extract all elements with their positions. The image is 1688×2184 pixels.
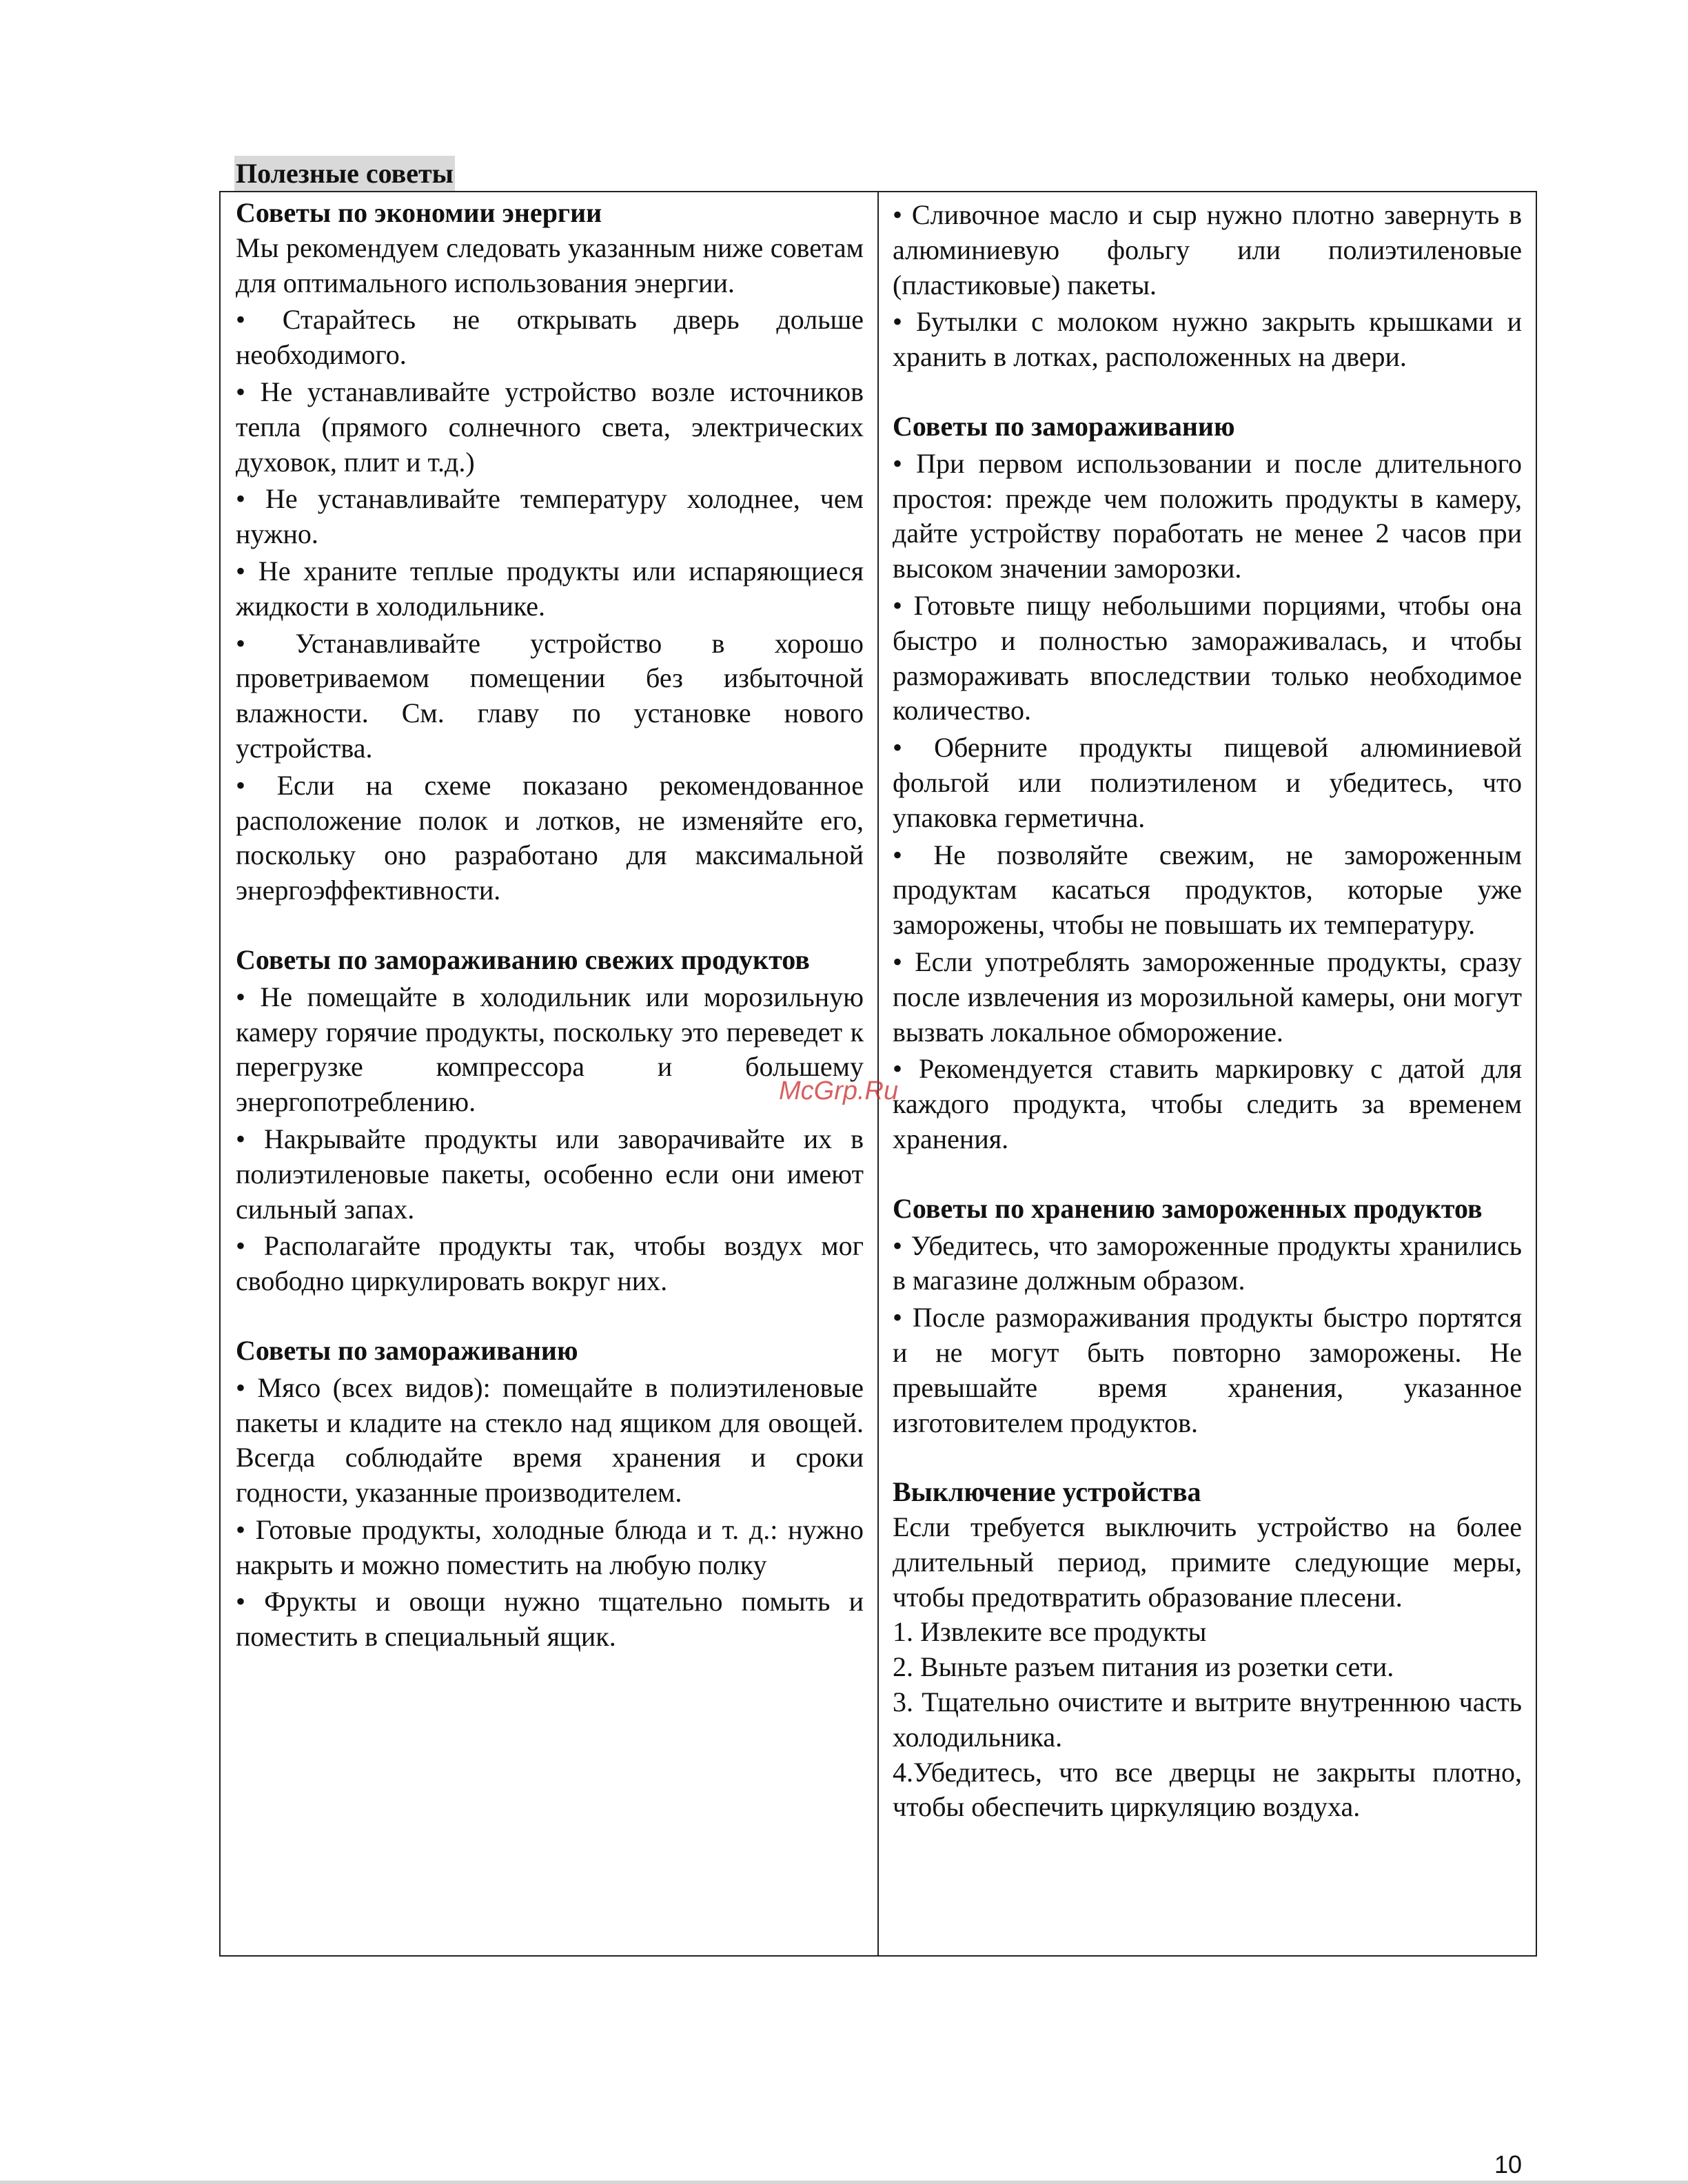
bullet-item: • Оберните продукты пищевой алюминиевой фольгой или полиэтиленом и убедитесь, что упаковка герметична. [893, 732, 1522, 833]
bullet-item: • Готовьте пищу небольшими порциями, чтобы она быстро и полностью замораживалась, и чтобы размораживать впоследствии только необходимое количество. [893, 589, 1522, 726]
page-number: 10 [1494, 2150, 1523, 2178]
bullet-item: • При первом использовании и после длительного простоя: прежде чем положить продукты в камеру, дайте устройству поработать не менее 2 часов при высоком значении заморозки. [893, 447, 1522, 584]
paragraph: Мы рекомендуем следовать указанным ниже советам для оптимального использования энергии. [236, 232, 864, 298]
bullet-item: • Устанавливайте устройство в хорошо проветриваемом помещении без избыточной влажности. См. главу по установке нового устройства. [236, 627, 864, 764]
bullet-item: • После размораживания продукты быстро портятся и не могут быть повторно заморожены. Не превышайте время хранения, указанное изготовителем продуктов. [893, 1302, 1522, 1438]
section-heading: Выключение устройства [893, 1476, 1201, 1508]
paragraph: 2. Выньте разъем питания из розетки сети. [893, 1651, 1394, 1683]
bullet-item: • Если на схеме показано рекомендованное расположение полок и лотков, не изменяйте его, поскольку оно разработано для максимальной энергоэффективности. [236, 769, 864, 906]
bullet-item: • Мясо (всех видов): помещайте в полиэтиленовые пакеты и кладите на стекло над ящиком для овощей. Всегда соблюдайте время хранения и сроки годности, указанные производителем. [236, 1371, 864, 1509]
bullet-item: • Не храните теплые продукты или испаряющиеся жидкости в холодильнике. [236, 555, 864, 622]
bullet-item: • Сливочное масло и сыр нужно плотно завернуть в алюминиевую фольгу или полиэтиленовые (пластиковые) пакеты. [893, 199, 1522, 300]
watermark-text: McGrp.Ru [779, 1076, 899, 1105]
bullet-item: • Не позволяйте свежим, не замороженным продуктам касаться продуктов, которые уже заморожены, чтобы не повышать их температуру. [893, 839, 1522, 941]
section-heading: Советы по замораживанию [893, 410, 1235, 442]
paragraph: 3. Тщательно очистите и вытрите внутреннюю часть холодильника. [893, 1686, 1522, 1753]
section-heading: Советы по замораживанию [236, 1334, 578, 1366]
section-heading: Советы по замораживанию свежих продуктов [236, 943, 810, 975]
bullet-item: • Рекомендуется ставить маркировку с датой для каждого продукта, чтобы следить за временем хранения. [893, 1053, 1522, 1154]
bullet-item: • Фрукты и овощи нужно тщательно помыть и поместить в специальный ящик. [236, 1586, 864, 1653]
bullet-item: • Готовые продукты, холодные блюда и т. д.: нужно накрыть и можно поместить на любую полку [236, 1513, 864, 1580]
paragraph: 1. Извлеките все продукты [893, 1616, 1207, 1648]
bottom-divider [0, 2181, 1688, 2184]
left-column [221, 192, 879, 1955]
section-title: Полезные советы [234, 156, 455, 192]
bullet-item: • Не устанавливайте устройство возле источников тепла (прямого солнечного света, электрических духовок, плит и т.д.) [236, 376, 864, 478]
paragraph: Если требуется выключить устройство на более длительный период, примите следующие меры, чтобы предотвратить образование плесени. [893, 1511, 1522, 1613]
bullet-item: • Если употреблять замороженные продукты, сразу после извлечения из морозильной камеры, они могут вызвать локальное обморожение. [893, 946, 1522, 1048]
tips-table [219, 191, 1537, 1957]
bullet-item: • Убедитесь, что замороженные продукты хранились в магазине должным образом. [893, 1229, 1522, 1296]
section-heading: Советы по экономии энергии [236, 197, 602, 228]
right-column [879, 192, 1536, 1955]
bullet-item: • Старайтесь не открывать дверь дольше необходимого. [236, 304, 864, 371]
paragraph: 4.Убедитесь, что все дверцы не закрыты плотно, чтобы обеспечить циркуляцию воздуха. [893, 1756, 1522, 1823]
bullet-item: • Накрывайте продукты или заворачивайте их в полиэтиленовые пакеты, особенно если они имеют сильный запах. [236, 1123, 864, 1225]
bullet-item: • Бутылки с молоком нужно закрыть крышками и хранить в лотках, расположенных на двери. [893, 306, 1522, 373]
section-heading: Советы по хранению замороженных продуктов [893, 1192, 1483, 1224]
bullet-item: • Располагайте продукты так, чтобы воздух мог свободно циркулировать вокруг них. [236, 1230, 864, 1297]
bullet-item: • Не помещайте в холодильник или морозильную камеру горячие продукты, поскольку это переведет к перегрузке компрессора и большему энергопотреблению. [236, 981, 864, 1118]
bullet-item: • Не устанавливайте температуру холоднее, чем нужно. [236, 483, 864, 550]
